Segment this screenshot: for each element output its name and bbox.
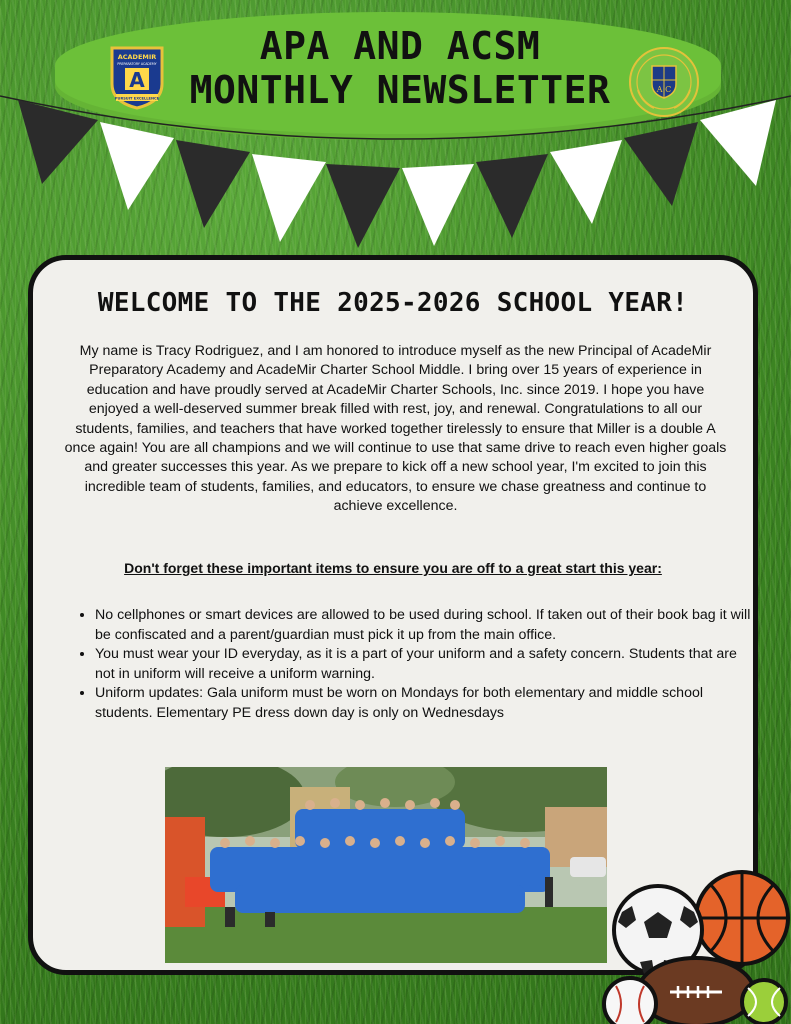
crest-bottom-text: PURSUIT EXCELLENCE xyxy=(114,96,160,101)
pennant-dark xyxy=(326,164,400,248)
pennant-light xyxy=(100,122,174,210)
crest-sub-text: PREPARATORY ACADEMY xyxy=(117,62,157,66)
reminder-heading: Don't forget these important items to ensure you are off to a great start this year: xyxy=(124,560,662,576)
rule-item: • You must wear your ID everyday, as it is a part of your uniform and a safety concern. Students that are not in uniform will receive a uniform warning. xyxy=(95,645,755,684)
basketball-icon xyxy=(696,872,788,964)
pennant-light xyxy=(252,154,326,242)
pennant-light xyxy=(700,100,776,186)
pennant-dark xyxy=(176,140,250,228)
crest-letter: A xyxy=(129,68,145,92)
principal-intro-paragraph: My name is Tracy Rodriguez, and I am honored to introduce myself as the new Principal of AcadeMir Preparatory Academy and AcadeMir Charter School Middle. I bring over 15 years of experience in education and have proudly served at AcadeMir Charter Schools, Inc. since 2019. I hope you have enjoyed a well-deserved summer break filled with rest, joy, and renewal. Congratulations to all our students, families, and teachers that have worked together tirelessly to ensure that Miller is a double A once again! You are all champions and we will continue to use that same drive to reach even higher goals and greater successes this year. As we prepare to kick off a new school year, I'm excited to join this incredible team of students, families, and educators, to ensure we chase greatness and continue to achieve excellence. xyxy=(64,343,727,515)
rule-item: • Uniform updates: Gala uniform must be worn on Mondays for both elementary and middle school students. Elementary PE dress down day is only on Wednesdays xyxy=(95,684,755,723)
crest-top-text: ACADEMIR xyxy=(117,53,157,61)
welcome-heading: WELCOME TO THE 2025-2026 SCHOOL YEAR! xyxy=(97,288,689,318)
sports-balls-cluster xyxy=(600,862,791,1024)
baseball-icon xyxy=(604,978,656,1024)
pennant-dark xyxy=(624,122,698,206)
seal-letters: A C xyxy=(656,85,672,94)
rules-list xyxy=(75,606,755,724)
tennis-ball-icon xyxy=(742,980,786,1024)
rule-item: • No cellphones or smart devices are allowed to be used during school. If taken out of their book bag it will be confiscated and a parent/guardian must pick it up from the main office. xyxy=(95,606,755,645)
pennant-light xyxy=(550,140,622,224)
pennant-garland xyxy=(0,92,791,252)
pennant-dark xyxy=(476,154,548,238)
title-line-1: APA AND ACSM xyxy=(259,24,541,68)
staff-group-photo xyxy=(165,767,607,963)
pennant-light xyxy=(402,164,474,246)
title-line-2: MONTHLY NEWSLETTER xyxy=(189,68,611,112)
